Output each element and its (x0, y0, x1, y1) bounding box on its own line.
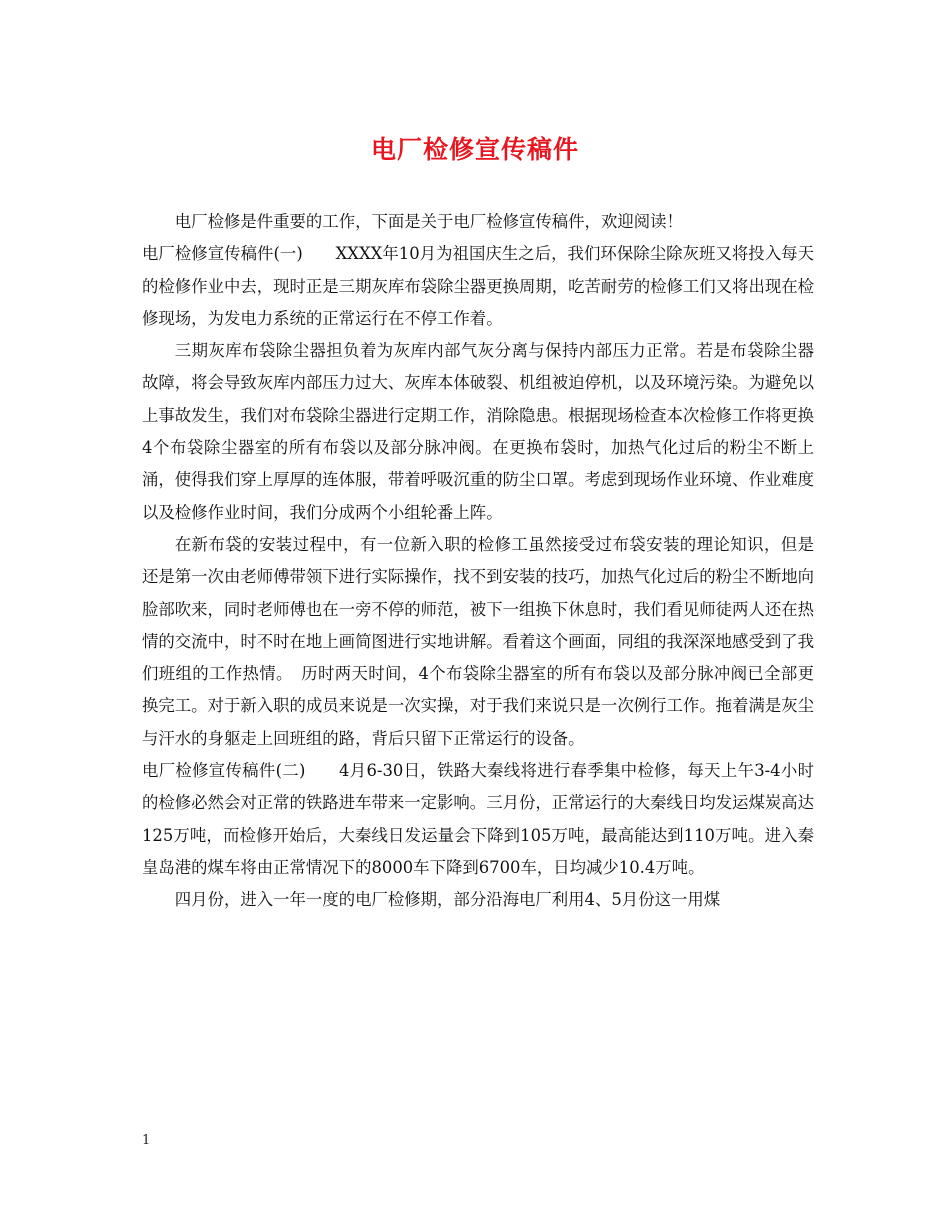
paragraph-article-one: 电厂检修宣传稿件(一) XXXX年10月为祖国庆生之后，我们环保除尘除灰班又将投入每天的检修作业中去，现时正是三期灰库布袋除尘器更换周期，吃苦耐劳的检修工们又将出现在检修现场，为发电力系统的正常运行在不停工作着。 (142, 244, 815, 328)
document-title: 电厂检修宣传稿件 (370, 135, 579, 164)
paragraph-installation: 在新布袋的安装过程中，有一位新入职的检修工虽然接受过布袋安装的理论知识，但是还是第一次由老师傅带领下进行实际操作，找不到安装的技巧，加热气化过后的粉尘不断地向脸部吹来，同时老师傅也在一旁不停的师范，被下一组换下休息时，我们看见师徒两人还在热情的交流中，时不时在地上画简图进行实地讲解。看着这个画面，同组的我深深地感受到了我们班组的工作热情。 历时两天时间，4个布袋除尘器室的所有布袋以及部分脉冲阀已全部更换完工。对于新入职的成员来说是一次实操，对于我们来说只是一次例行工作。拖着满是灰尘与汗水的身躯走上回班组的路，背后只留下正常运行的设备。 (142, 534, 815, 748)
paragraph-dust-collector: 三期灰库布袋除尘器担负着为灰库内部气灰分离与保持内部压力正常。若是布袋除尘器故障，将会导致灰库内部压力过大、灰库本体破裂、机组被迫停机，以及环境污染。为避免以上事故发生，我们对布袋除尘器进行定期工作，消除隐患。根据现场检查本次检修工作将更换4个布袋除尘器室的所有布袋以及部分脉冲阀。在更换布袋时，加热气化过后的粉尘不断上涌，使得我们穿上厚厚的连体服，带着呼吸沉重的防尘口罩。考虑到现场作业环境、作业难度以及检修作业时间，我们分成两个小组轮番上阵。 (142, 341, 815, 522)
paragraph-intro: 电厂检修是件重要的工作，下面是关于电厂检修宣传稿件，欢迎阅读！ (174, 212, 683, 231)
paragraph-article-two: 电厂检修宣传稿件(二) 4月6-30日，铁路大秦线将进行春季集中检修，每天上午3-4小时的检修必然会对正常的铁路进车带来一定影响。三月份，正常运行的大秦线日均发运煤炭高达125万吨，而检修开始后，大秦线日发运量会下降到105万吨，最高能达到110万吨。进入秦皇岛港的煤车将由正常情况下的8000车下降到6700车，日均减少10.4万吨。 (142, 761, 815, 877)
paragraph-april: 四月份，进入一年一度的电厂检修期，部分沿海电厂利用4、5月份这一用煤 (174, 890, 721, 910)
page-number: 1 (142, 1133, 151, 1148)
document-body (142, 206, 814, 917)
